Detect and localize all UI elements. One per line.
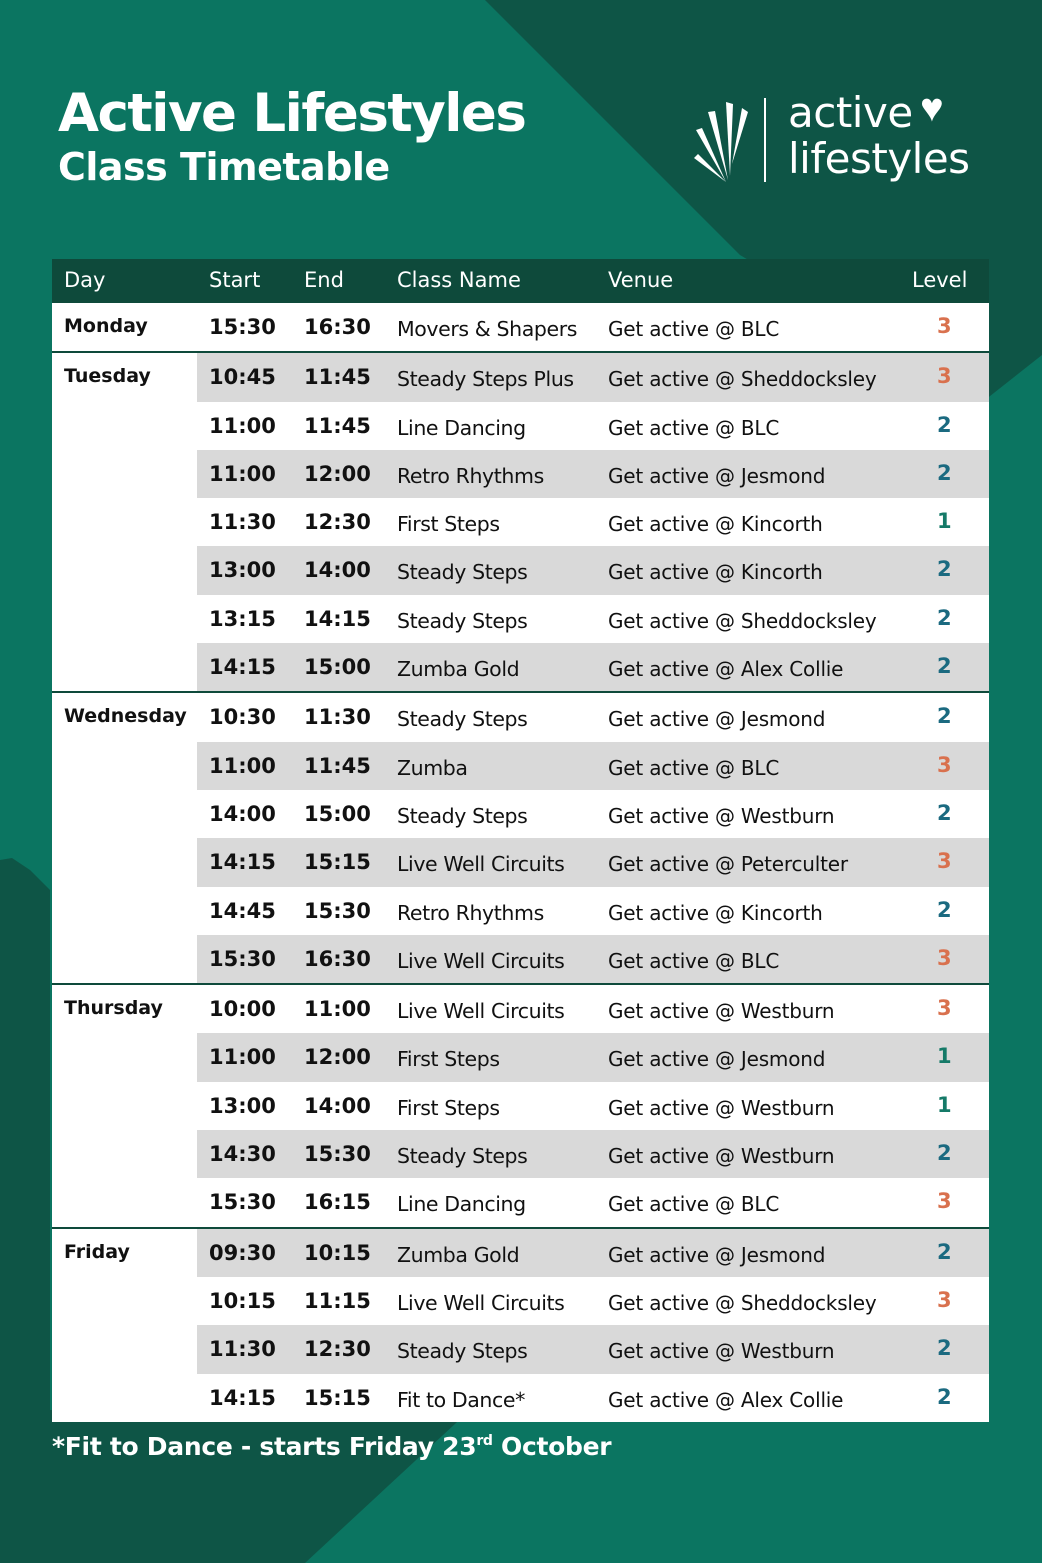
day-group-monday xyxy=(52,303,989,353)
end-time: 15:15 xyxy=(304,1385,371,1410)
venue: Get active @ Alex Collie xyxy=(608,657,844,682)
class-name: Steady Steps xyxy=(397,803,528,828)
level: 3 xyxy=(937,849,952,874)
table-row xyxy=(197,790,989,838)
class-name: Steady Steps xyxy=(397,1144,528,1169)
class-name: Line Dancing xyxy=(397,1192,526,1217)
venue: Get active @ Sheddocksley xyxy=(608,1290,877,1315)
venue: Get active @ Jesmond xyxy=(608,1242,826,1267)
end-time: 12:00 xyxy=(304,461,371,486)
day-group-friday xyxy=(52,1229,989,1422)
start-time: 10:00 xyxy=(209,997,276,1022)
start-time: 11:00 xyxy=(209,413,276,438)
end-time: 12:00 xyxy=(304,1045,371,1070)
end-time: 11:30 xyxy=(304,705,371,730)
start-time: 15:30 xyxy=(209,315,276,339)
day-group-tuesday xyxy=(52,353,989,693)
level: 2 xyxy=(937,704,952,729)
level: 1 xyxy=(937,1044,952,1069)
class-name: Steady Steps xyxy=(397,560,528,585)
venue: Get active @ Westburn xyxy=(608,803,835,828)
class-name: Movers & Shapers xyxy=(397,317,578,341)
end-time: 16:30 xyxy=(304,315,371,339)
level: 3 xyxy=(937,1189,952,1214)
venue: Get active @ Kincorth xyxy=(608,900,823,925)
table-row xyxy=(197,1325,989,1373)
class-name: Zumba Gold xyxy=(397,657,520,682)
class-name: Zumba Gold xyxy=(397,1242,520,1267)
footnote-text: *Fit to Dance - starts Friday 23 xyxy=(52,1432,477,1461)
column-header-class-name: Class Name xyxy=(397,268,521,292)
day-label: Tuesday xyxy=(64,365,151,388)
end-time: 11:00 xyxy=(304,997,371,1022)
column-header-day: Day xyxy=(64,268,106,292)
start-time: 14:30 xyxy=(209,1142,276,1167)
start-time: 14:15 xyxy=(209,850,276,875)
level: 3 xyxy=(937,1287,952,1312)
class-name: Retro Rhythms xyxy=(397,900,544,925)
class-name: Zumba xyxy=(397,755,468,780)
level: 1 xyxy=(937,509,952,534)
class-name: Live Well Circuits xyxy=(397,852,565,877)
level: 2 xyxy=(937,1384,952,1409)
class-name: Steady Steps xyxy=(397,1339,528,1364)
end-time: 11:45 xyxy=(304,365,371,390)
venue: Get active @ BLC xyxy=(608,1192,780,1217)
class-name: Steady Steps xyxy=(397,608,528,633)
start-time: 11:00 xyxy=(209,753,276,778)
table-row xyxy=(197,1130,989,1178)
level: 2 xyxy=(937,460,952,485)
table-row xyxy=(197,1178,989,1226)
start-time: 11:00 xyxy=(209,461,276,486)
end-time: 15:00 xyxy=(304,655,371,680)
end-time: 15:15 xyxy=(304,850,371,875)
venue: Get active @ Jesmond xyxy=(608,1047,826,1072)
start-time: 13:00 xyxy=(209,1093,276,1118)
level: 2 xyxy=(937,605,952,630)
start-time: 10:15 xyxy=(209,1288,276,1313)
start-time: 14:00 xyxy=(209,801,276,826)
column-header-venue: Venue xyxy=(608,268,674,292)
venue: Get active @ Sheddocksley xyxy=(608,608,877,633)
page-title: Active Lifestyles xyxy=(58,83,526,144)
table-row xyxy=(197,838,989,886)
table-row xyxy=(197,303,989,351)
end-time: 14:00 xyxy=(304,1093,371,1118)
start-time: 14:45 xyxy=(209,898,276,923)
table-row xyxy=(197,1082,989,1130)
logo-line-2: lifestyles xyxy=(788,134,970,183)
end-time: 14:00 xyxy=(304,558,371,583)
title-block xyxy=(58,82,525,190)
column-header-end: End xyxy=(304,268,344,292)
table-row xyxy=(197,643,989,691)
venue: Get active @ Westburn xyxy=(608,1339,835,1364)
footnote-superscript: rd xyxy=(476,1433,493,1449)
level: 2 xyxy=(937,412,952,437)
table-row xyxy=(197,450,989,498)
class-name: First Steps xyxy=(397,512,500,537)
page-subtitle: Class Timetable xyxy=(58,145,390,189)
footnote xyxy=(52,1432,611,1461)
table-row xyxy=(197,595,989,643)
class-name: Live Well Circuits xyxy=(397,1290,565,1315)
logo-line-1: active xyxy=(788,88,913,137)
end-time: 15:00 xyxy=(304,801,371,826)
table-row xyxy=(197,985,989,1033)
start-time: 14:15 xyxy=(209,655,276,680)
table-row xyxy=(197,887,989,935)
class-name: Live Well Circuits xyxy=(397,999,565,1024)
end-time: 11:45 xyxy=(304,413,371,438)
venue: Get active @ Westburn xyxy=(608,999,835,1024)
level: 3 xyxy=(937,996,952,1021)
table-row xyxy=(197,546,989,594)
day-label: Monday xyxy=(64,315,148,337)
table-row xyxy=(197,353,989,401)
class-name: Retro Rhythms xyxy=(397,463,544,488)
venue: Get active @ Jesmond xyxy=(608,707,826,732)
table-row xyxy=(197,693,989,741)
end-time: 15:30 xyxy=(304,898,371,923)
venue: Get active @ Westburn xyxy=(608,1144,835,1169)
level: 3 xyxy=(937,314,952,338)
class-name: Fit to Dance* xyxy=(397,1387,525,1412)
class-name: Line Dancing xyxy=(397,415,526,440)
table-row xyxy=(197,935,989,983)
active-lifestyles-logo xyxy=(692,86,972,192)
day-group-thursday xyxy=(52,985,989,1228)
table-header xyxy=(52,259,989,303)
class-name: First Steps xyxy=(397,1095,500,1120)
level: 2 xyxy=(937,1239,952,1264)
level: 2 xyxy=(937,800,952,825)
level: 2 xyxy=(937,897,952,922)
end-time: 14:15 xyxy=(304,606,371,631)
start-time: 14:15 xyxy=(209,1385,276,1410)
class-name: Steady Steps Plus xyxy=(397,367,574,392)
venue: Get active @ Kincorth xyxy=(608,512,823,537)
end-time: 12:30 xyxy=(304,510,371,535)
venue: Get active @ Alex Collie xyxy=(608,1387,844,1412)
level: 3 xyxy=(937,945,952,970)
level: 2 xyxy=(937,654,952,679)
burst-icon xyxy=(692,98,752,182)
start-time: 15:30 xyxy=(209,946,276,971)
end-time: 16:30 xyxy=(304,946,371,971)
end-time: 16:15 xyxy=(304,1190,371,1215)
class-name: Live Well Circuits xyxy=(397,948,565,973)
table-row xyxy=(197,1374,989,1422)
start-time: 10:45 xyxy=(209,365,276,390)
heart-icon: ♥ xyxy=(920,86,944,130)
start-time: 13:15 xyxy=(209,606,276,631)
level: 2 xyxy=(937,557,952,582)
table-row xyxy=(197,742,989,790)
level: 2 xyxy=(937,1336,952,1361)
level: 1 xyxy=(937,1092,952,1117)
venue: Get active @ BLC xyxy=(608,948,780,973)
end-time: 11:15 xyxy=(304,1288,371,1313)
end-time: 15:30 xyxy=(304,1142,371,1167)
start-time: 15:30 xyxy=(209,1190,276,1215)
day-label: Thursday xyxy=(64,997,163,1020)
start-time: 09:30 xyxy=(209,1240,276,1265)
day-label: Wednesday xyxy=(64,705,187,728)
venue: Get active @ BLC xyxy=(608,755,780,780)
venue: Get active @ Kincorth xyxy=(608,560,823,585)
end-time: 12:30 xyxy=(304,1337,371,1362)
class-name: Steady Steps xyxy=(397,707,528,732)
table-row xyxy=(197,1229,989,1277)
column-header-start: Start xyxy=(209,268,261,292)
venue: Get active @ Westburn xyxy=(608,1095,835,1120)
level: 3 xyxy=(937,752,952,777)
start-time: 10:30 xyxy=(209,705,276,730)
day-group-wednesday xyxy=(52,693,989,985)
venue: Get active @ Sheddocksley xyxy=(608,367,877,392)
venue: Get active @ Jesmond xyxy=(608,463,826,488)
start-time: 13:00 xyxy=(209,558,276,583)
table-row xyxy=(197,402,989,450)
start-time: 11:30 xyxy=(209,1337,276,1362)
class-name: First Steps xyxy=(397,1047,500,1072)
start-time: 11:00 xyxy=(209,1045,276,1070)
level: 2 xyxy=(937,1141,952,1166)
level: 3 xyxy=(937,364,952,389)
venue: Get active @ Peterculter xyxy=(608,852,848,877)
end-time: 11:45 xyxy=(304,753,371,778)
footnote-text-end: October xyxy=(492,1432,612,1461)
venue: Get active @ BLC xyxy=(608,415,780,440)
start-time: 11:30 xyxy=(209,510,276,535)
column-header-level: Level xyxy=(912,268,968,292)
class-timetable xyxy=(52,259,989,1422)
day-label: Friday xyxy=(64,1240,130,1263)
logo-divider xyxy=(764,98,766,182)
end-time: 10:15 xyxy=(304,1240,371,1265)
table-body xyxy=(52,303,989,1422)
table-row xyxy=(197,1033,989,1081)
venue: Get active @ BLC xyxy=(608,317,780,341)
table-row xyxy=(197,498,989,546)
table-row xyxy=(197,1277,989,1325)
